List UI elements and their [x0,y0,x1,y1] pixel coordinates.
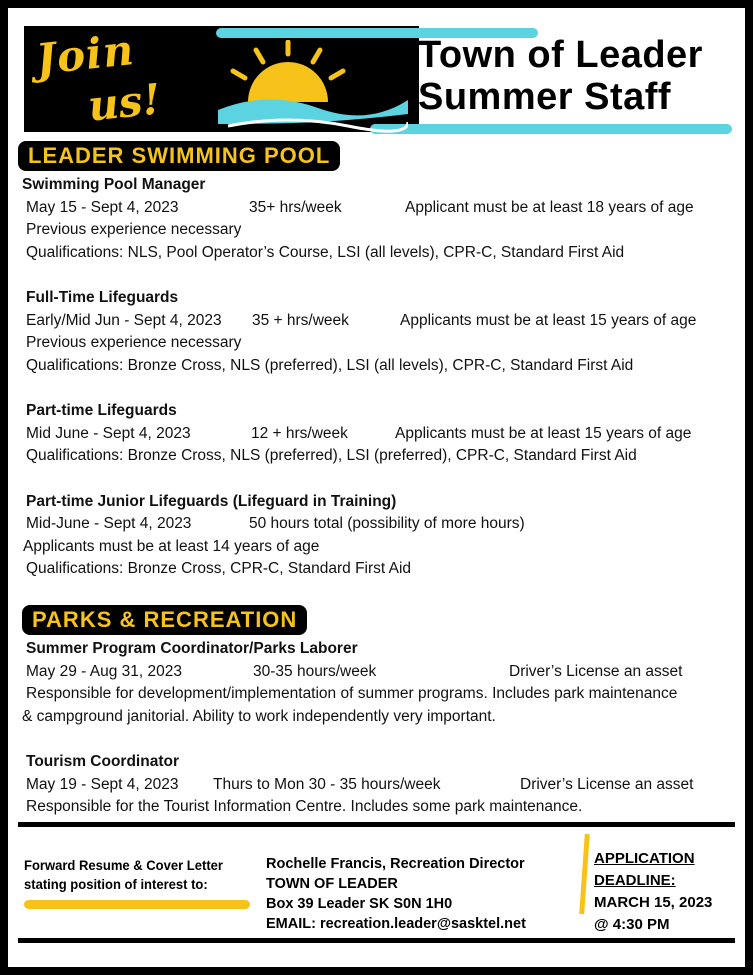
job-qualifications: Qualifications: Bronze Cross, NLS (preferred), LSI (all levels), CPR-C, Standard First Aid [26,356,634,374]
forward-line-1: Forward Resume & Cover Letter [24,857,223,873]
job-dates: Mid-June - Sept 4, 2023 [26,515,192,532]
job-experience: Previous experience necessary [26,221,242,238]
job-qualifications: Qualifications: Bronze Cross, CPR-C, Standard First Aid [26,560,412,577]
deadline-block [594,848,712,936]
parks-jobs [22,638,694,819]
forward-instructions [24,856,223,894]
job-dates: May 29 - Aug 31, 2023 [26,662,182,680]
job-title: Swimming Pool Manager [22,176,206,193]
job-title: Part-time Lifeguards [26,402,177,419]
job-hours: 35 + hrs/week [252,311,349,329]
deadline-label-1: APPLICATION [594,850,695,867]
footer-divider-bottom [18,938,735,943]
sun-wave-icon [208,40,408,135]
deadline-time: @ 4:30 PM [594,916,670,933]
job-hours: 50 hours total (possibility of more hours) [249,515,525,532]
job-description: Responsible for the Tourist Information Centre. Includes some park maintenance. [26,798,583,815]
job-dates: May 19 - Sept 4, 2023 [26,775,179,793]
job-title: Part-time Junior Lifeguards (Lifeguard in Training) [26,492,397,510]
job-dates: Early/Mid Jun - Sept 4, 2023 [26,311,222,329]
join-text: Join [33,24,137,85]
job-hours: Thurs to Mon 30 - 35 hours/week [213,775,441,793]
job-note: Driver’s License an asset [520,775,694,793]
header [18,26,733,136]
job-details-row [22,197,694,220]
job-description: Responsible for development/implementation of summer programs. Includes park maintenance [26,685,678,702]
title-block [418,34,728,118]
job-experience: Previous experience necessary [26,334,242,351]
job-hours: 12 + hrs/week [251,424,348,442]
contact-block [266,854,526,934]
deadline-label-2: DEADLINE: [594,872,676,889]
job-age: Applicants must be at least 15 years of age [395,424,692,442]
poster [8,8,745,967]
forward-line-2: stating position of interest to: [24,876,208,892]
contact-org: TOWN OF LEADER [266,876,398,892]
contact-name: Rochelle Francis, Recreation Director [266,856,525,872]
contact-address: Box 39 Leader SK S0N 1H0 [266,896,453,912]
us-text: us! [85,74,163,131]
footer-divider-top [18,822,735,827]
job-hours: 30-35 hours/week [253,662,377,680]
job-hours: 35+ hrs/week [249,198,342,216]
job-age: Applicants must be at least 14 years of age [23,537,320,555]
job-age: Applicants must be at least 15 years of age [400,311,697,329]
deadline-date: MARCH 15, 2023 [594,894,713,911]
job-qualifications: Qualifications: NLS, Pool Operator’s Course, LSI (all levels), CPR-C, Standard First Aid [26,243,625,261]
job-details-row [22,423,692,446]
section-header-parks: PARKS & RECREATION [22,605,307,635]
title-line-1: Town of Leader [418,34,703,76]
job-age: Applicant must be at least 18 years of age [405,198,694,216]
job-dates: May 15 - Sept 4, 2023 [26,198,179,216]
job-details-row [22,513,637,536]
contact-email: EMAIL: recreation.leader@sasktel.net [266,916,526,932]
job-qualifications: Qualifications: Bronze Cross, NLS (preferred), LSI (preferred), CPR-C, Standard First Aid [26,447,637,464]
job-details-row [22,774,694,797]
job-details-row [22,310,697,333]
yellow-divider [579,834,590,914]
pool-jobs [22,174,697,581]
section-header-pool: LEADER SWIMMING POOL [18,141,340,171]
job-title: Summer Program Coordinator/Parks Laborer [26,640,358,657]
job-description: & campground janitorial. Ability to work independently very important. [22,707,496,725]
footer [18,828,735,933]
job-title: Tourism Coordinator [26,753,179,770]
title-line-2: Summer Staff [418,76,672,118]
job-title: Full-Time Lifeguards [26,289,179,306]
cyan-accent-bottom [370,124,732,134]
job-dates: Mid June - Sept 4, 2023 [26,424,191,442]
job-details-row [22,661,683,684]
yellow-highlight [24,900,250,909]
job-note: Driver’s License an asset [509,662,683,680]
